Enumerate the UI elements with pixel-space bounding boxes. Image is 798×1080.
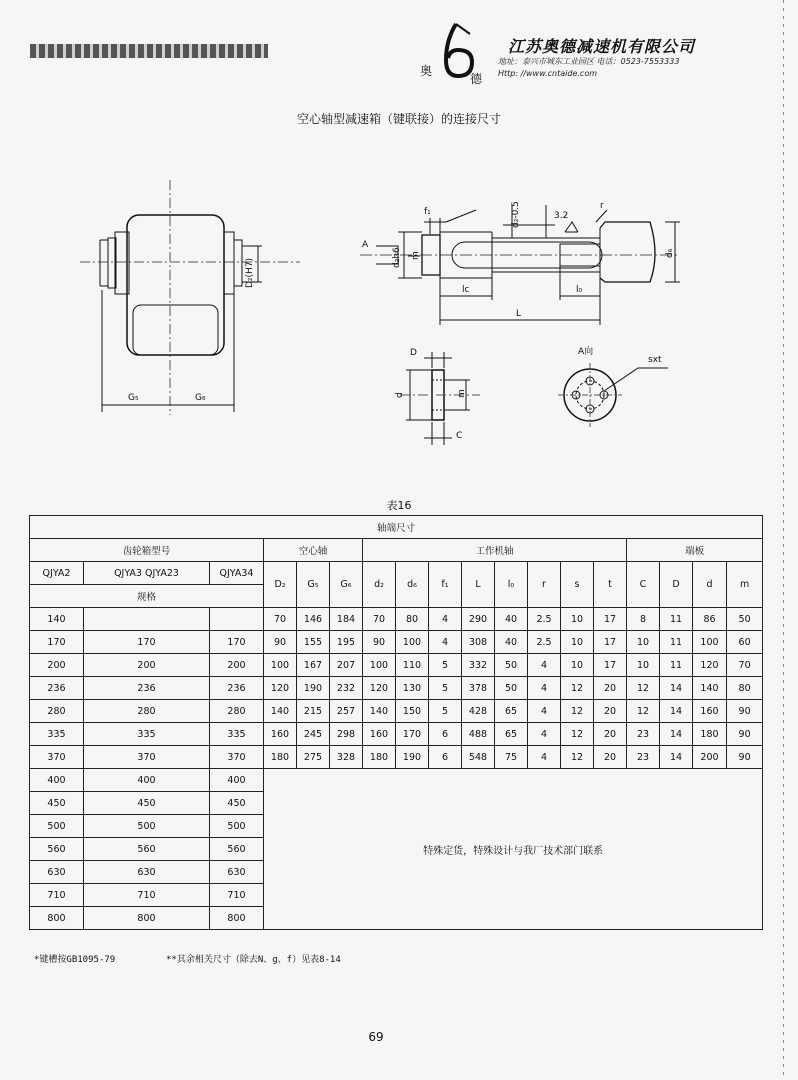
param-col: D₂ [264,562,297,608]
value-cell: 65 [495,723,528,746]
special-order-notice: 特殊定货，特殊设计与我厂技术部门联系 [264,769,763,930]
value-cell: 20 [594,746,627,769]
value-cell: 14 [660,746,693,769]
gearbox-side-view [80,180,300,415]
value-cell: 40 [495,631,528,654]
value-cell: 170 [396,723,429,746]
value-cell: 11 [660,608,693,631]
value-cell: 5 [429,677,462,700]
label-a-arrow: A [362,240,369,250]
label-d2-tolerance: d₂-0.5 [511,201,521,228]
label-m-side: m [411,251,421,260]
value-cell: 155 [297,631,330,654]
technical-drawing [0,0,798,500]
model-cell: 400 [30,769,84,792]
view-a-end-face [558,363,668,427]
model-cell: 450 [84,792,210,815]
model-cell: 200 [210,654,264,677]
value-cell: 10 [561,654,594,677]
value-cell: 120 [363,677,396,700]
param-col: l₀ [495,562,528,608]
model-cell: 236 [84,677,210,700]
value-cell: 20 [594,677,627,700]
value-cell: 80 [727,677,763,700]
value-cell: 70 [264,608,297,631]
param-col: G₆ [330,562,363,608]
value-cell: 160 [264,723,297,746]
value-cell: 298 [330,723,363,746]
model-cell: 400 [210,769,264,792]
param-col: G₅ [297,562,330,608]
value-cell: 90 [363,631,396,654]
model-cell: 200 [30,654,84,677]
value-cell: 100 [693,631,727,654]
model-col-qjya3: QJYA3 QJYA23 [84,562,210,585]
value-cell: 257 [330,700,363,723]
value-cell: 17 [594,608,627,631]
value-cell: 4 [528,654,561,677]
table-row [30,700,763,723]
model-cell: 400 [84,769,210,792]
value-cell: 275 [297,746,330,769]
model-cell: 280 [210,700,264,723]
model-cell: 236 [210,677,264,700]
value-cell: 120 [264,677,297,700]
group-header: 轴端尺寸 [30,516,763,539]
value-cell: 308 [462,631,495,654]
value-cell: 10 [627,631,660,654]
value-cell: 10 [561,608,594,631]
model-cell: 450 [30,792,84,815]
colgroup-model: 齿轮箱型号 [30,539,264,562]
value-cell: 4 [429,608,462,631]
value-cell: 75 [495,746,528,769]
model-cell: 500 [84,815,210,838]
value-cell: 40 [495,608,528,631]
label-key-C: C [456,431,463,441]
model-cell: 630 [84,861,210,884]
page-number: 69 [368,1030,384,1044]
model-cell: 280 [30,700,84,723]
value-cell: 245 [297,723,330,746]
value-cell: 100 [396,631,429,654]
value-cell: 167 [297,654,330,677]
model-cell: 370 [30,746,84,769]
value-cell: 215 [297,700,330,723]
label-d2h6: d₂h6 [392,247,402,268]
param-col: D [660,562,693,608]
logo-char-ao: 奥 [420,64,433,78]
label-L: L [516,309,522,319]
value-cell: 150 [396,700,429,723]
model-cell: 370 [210,746,264,769]
model-cell: 335 [84,723,210,746]
value-cell: 12 [561,700,594,723]
model-cell: 560 [30,838,84,861]
model-cell: 800 [210,907,264,930]
value-cell: 140 [264,700,297,723]
value-cell: 160 [693,700,727,723]
param-col: d₂ [363,562,396,608]
colgroup-hollow-shaft: 空心轴 [264,539,363,562]
value-cell: 207 [330,654,363,677]
param-col: C [627,562,660,608]
value-cell: 100 [363,654,396,677]
value-cell: 100 [264,654,297,677]
value-cell: 180 [363,746,396,769]
model-col-qjya2: QJYA2 [30,562,84,585]
model-cell: 335 [210,723,264,746]
value-cell: 2.5 [528,608,561,631]
company-address: 地址：泰兴市城东工业园区 电话：0523-7553333 [498,57,680,66]
value-cell: 50 [727,608,763,631]
value-cell: 14 [660,700,693,723]
value-cell: 90 [727,723,763,746]
model-cell: 560 [84,838,210,861]
value-cell: 20 [594,723,627,746]
model-cell: 800 [30,907,84,930]
value-cell: 378 [462,677,495,700]
value-cell: 428 [462,700,495,723]
label-sxt: sxt [648,355,662,365]
drawing-title: 空心轴型减速箱（键联接）的连接尺寸 [296,112,501,126]
model-cell: 370 [84,746,210,769]
logo-char-de: 德 [470,72,483,86]
value-cell: 290 [462,608,495,631]
value-cell: 90 [727,746,763,769]
value-cell: 120 [693,654,727,677]
model-cell: 710 [84,884,210,907]
value-cell: 11 [660,631,693,654]
model-cell: 710 [30,884,84,907]
value-cell: 332 [462,654,495,677]
model-cell: 170 [84,631,210,654]
model-cell: 335 [30,723,84,746]
value-cell: 195 [330,631,363,654]
value-cell: 488 [462,723,495,746]
footnote-other-dims: **其余相关尺寸（除去N、g、f）见表8-14 [166,955,341,965]
value-cell: 12 [561,723,594,746]
value-cell: 10 [627,654,660,677]
model-cell: 200 [84,654,210,677]
value-cell: 4 [528,723,561,746]
table-row [30,608,763,631]
value-cell: 12 [627,677,660,700]
value-cell: 4 [528,677,561,700]
model-cell: 630 [30,861,84,884]
value-cell: 80 [396,608,429,631]
value-cell: 50 [495,654,528,677]
label-g6: G₆ [195,393,206,403]
label-g5: G₅ [128,393,139,403]
value-cell: 14 [660,723,693,746]
value-cell: 6 [429,723,462,746]
value-cell: 12 [627,700,660,723]
company-name: 江苏奥德减速机有限公司 [508,37,696,56]
value-cell: 10 [561,631,594,654]
value-cell: 86 [693,608,727,631]
value-cell: 180 [693,723,727,746]
table-row [30,769,763,792]
value-cell: 17 [594,654,627,677]
param-col: L [462,562,495,608]
value-cell: 5 [429,700,462,723]
param-col: t [594,562,627,608]
label-lo: l₀ [576,285,583,295]
value-cell: 180 [264,746,297,769]
model-cell: 500 [210,815,264,838]
model-cell: 800 [84,907,210,930]
label-key-d: d [395,392,405,398]
spec-table [29,515,763,930]
colgroup-end-plate: 端板 [627,539,763,562]
label-f1: f₁ [424,207,431,217]
value-cell: 60 [727,631,763,654]
value-cell: 4 [528,700,561,723]
model-cell [84,608,210,631]
value-cell: 2.5 [528,631,561,654]
model-cell: 170 [30,631,84,654]
table-caption: 表16 [386,499,412,512]
value-cell: 12 [561,746,594,769]
value-cell: 23 [627,746,660,769]
table-row [30,723,763,746]
model-cell: 170 [210,631,264,654]
model-cell: 500 [30,815,84,838]
value-cell: 130 [396,677,429,700]
label-lc: lc [462,285,470,295]
value-cell: 90 [264,631,297,654]
param-col: m [727,562,763,608]
value-cell: 20 [594,700,627,723]
label-r: r [600,201,604,211]
value-cell: 50 [495,677,528,700]
company-website: Http: //www.cntaide.com [498,69,598,78]
label-view-a: A向 [578,347,594,357]
value-cell: 14 [660,677,693,700]
model-cell: 630 [210,861,264,884]
value-cell: 140 [693,677,727,700]
model-cell: 450 [210,792,264,815]
value-cell: 200 [693,746,727,769]
table-row [30,677,763,700]
label-d2h7: D₂(H7) [245,257,255,288]
value-cell: 4 [429,631,462,654]
param-col: d₆ [396,562,429,608]
value-cell: 190 [396,746,429,769]
value-cell: 232 [330,677,363,700]
value-cell: 65 [495,700,528,723]
footnote-keyway: *键槽按GB1095-79 [34,955,116,965]
value-cell: 23 [627,723,660,746]
value-cell: 184 [330,608,363,631]
value-cell: 8 [627,608,660,631]
label-key-D: D [410,348,417,358]
model-col-qjya34: QJYA34 [210,562,264,585]
value-cell: 328 [330,746,363,769]
value-cell: 190 [297,677,330,700]
end-plate-section [400,352,480,445]
value-cell: 160 [363,723,396,746]
model-cell: 710 [210,884,264,907]
value-cell: 5 [429,654,462,677]
table-row [30,631,763,654]
value-cell: 6 [429,746,462,769]
value-cell: 12 [561,677,594,700]
value-cell: 146 [297,608,330,631]
value-cell: 70 [727,654,763,677]
value-cell: 140 [363,700,396,723]
label-key-m: m [457,389,467,398]
value-cell: 4 [528,746,561,769]
label-roughness: 3.2 [554,211,569,221]
param-col: f₁ [429,562,462,608]
param-col: d [693,562,727,608]
value-cell: 90 [727,700,763,723]
value-cell: 110 [396,654,429,677]
table-row [30,746,763,769]
value-cell: 17 [594,631,627,654]
model-cell: 560 [210,838,264,861]
value-cell: 11 [660,654,693,677]
colgroup-machine-shaft: 工作机轴 [363,539,627,562]
label-d6: d₆ [665,248,675,258]
model-cell: 280 [84,700,210,723]
value-cell: 70 [363,608,396,631]
param-col: r [528,562,561,608]
spec-label: 规格 [30,585,264,608]
model-cell: 140 [30,608,84,631]
value-cell: 548 [462,746,495,769]
param-col: s [561,562,594,608]
model-cell [210,608,264,631]
table-row [30,654,763,677]
model-cell: 236 [30,677,84,700]
